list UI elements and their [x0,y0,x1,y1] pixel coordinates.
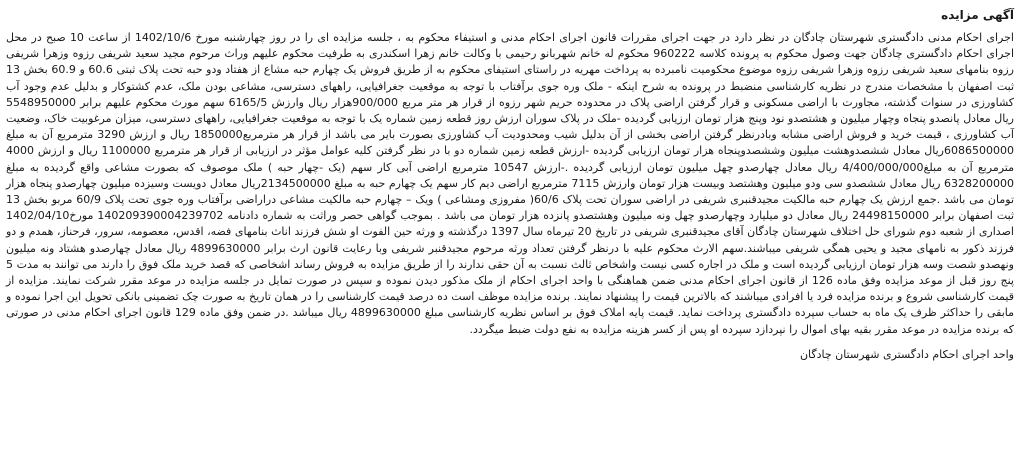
notice-title: آگهی مزایده [941,8,1014,22]
notice-body: اجرای احکام مدنی دادگستری شهرستان چادگان در نظر دارد در جهت اجرای مقررات قانون اجرای احکام مدنی و استیفاء محکوم به ، جلسه مزایده ای را در روز چهارشنبه مورخ 1402/10/6 از ساعت 10 صبح در محل اجرای احکام دادگستری چادگان جهت وصول محکوم به پرونده کلاسه 960222 محکوم له خانم شهربانو رحیمی با وکالت خانم زهرا اسکندری به طرفیت محکوم علیهم وراث مرحوم مجید سعید شریفی رزوه وزهرا شریفی رزوه بنامهای سعید شریفی رزوه وزهرا شریفی رزوه موضوع محکومیت نامبرده به پرداخت مهریه در راستای استیفای محکوم به از طریق فروش یک چهارم حبه مشاع از هفتاد ودو حبه تحت پلاک ثبتی 60.6 و 60.9 بخش 13 ثبت اصفهان با مشخصات مندرج در نظریه کارشناسی منضبط در پرونده به شرح اینکه - ملک وره جوی برآفتاب با توجه به موقعیت جغرافیایی، راههای دسترسی، مشاعی بودن ملک، عدم کشتوکار و بدلیل عدم وجود آب کشاورزی در سنوات گذشته، مجاورت با اراضی مسکونی و قرار گرفتن اراضی پلاک در محدوده حریم شهر رزوه از قرار هر متر مربع 900/000هزار ریال وارزش 6165/5 سهم مورث محکوم علیهم برابر 5548950000 ریال معادل پانصدو پنجاه وچهار میلیون و هشتصدو نود وپنج هزار تومان ارزیابی گردیده -ملک در پلاک سوران ارزش روز قطعه زمین شماره یک با توجه به موقعیت جغرافیایی، راههای دسترسی، میزان مرغوبیت خاک، وضعیت آب کشاورزی ، قیمت خرید و فروش اراضی مشابه وبادرنظر گرفتن اراضی بخشی از آن بدلیل شیب ومحدودیت آب کشاورزی بصورت بایر می باشد از قرار هر مترمربع1850000 ریال و ارزش 3290 مترمربع آن به مبلغ 6086500000ریال معادل ششصدوهشت میلیون وششصدوپنجاه هزار تومان ارزیابی گردیده -ارزش قطعه زمین شماره دو با در نظر گرفتن کلیه عوامل مؤثر در ارزیابی از قرار هر مترمربع 1100000 ریال و ارزش 4000 مترمربع آن به مبلغ4/400/000/000 ریال معادل چهارصدو چهل میلیون تومان ارزیابی گردیده .-ارزش 10547 مترمربع اراضی آبی کار سهم (یک -چهار حبه ) ملک موصوف که بصورت مشاعی واقع گردیده به مبلغ 6328200000 ریال معادل ششصدو سی ودو میلیون وهشتصد وبیست هزار تومان وارزش 7115 مترمربع اراضی دیم کار سهم یک چهارم حبه به مبلغ 2134500000ریال معادل دویست وسیزده میلیون چهارصدو پنجاه هزار تومان می باشد .جمع ارزش یک چهارم حبه مالکیت مجیدقنبری شریفی در اراضی سوران تحت پلاک 60/6( مفروزی ومشاعی ) ویک – چهارم حبه مالکیت مشاعی دراراضی برآفتاب وره جوی تحت پلاک 60/9 مربو بخش 13 ثبت اصفهان برابر 24498150000 ریال معادل دو میلیارد وچهارصدو چهل ونه میلیون وهشتصدو پانزده هزار تومان می باشد . بموجب گواهی حصر وراثت به شماره دادنامه 140209390004239702 مورخ1402/04/10 اصداری از شعبه دوم شورای حل اختلاف شهرستان چادگان آقای مجیدقنبری شریفی در تاریخ 20 تیرماه سال 1397 درگذشته و ورثه حین الفوت او شش فرزند اناث بنامهای فضه، اقدس، معصومه، سرور، فرحناز، همدم و دو فرزند ذکور به نامهای مجید و یحیی همگی شریفی میباشند.سهم الارث محکوم علیه با درنظر گرفتن تعداد ورثه مرحوم مجیدقنبر شریفی وبا رعایت قانون ارث برابر 4899630000 ریال معادل چهارصدو هشتاد ونه میلیون ونهصدو شصت وسه هزار تومان ارزیابی گردیده است و ملک در اجاره کسی نیست واشخاص ثالث نسبت به آن حقی ندارند را از طریق مزایده به فروش رساند اشخاصی که قصد خرید ملک فوق را دارند می توانند به مدت 5 پنج روز قبل از موعد مزایده وفق ماده 126 از قانون اجرای احکام مدنی ضمن هماهنگی با واحد اجرای احکام از ملک مذکور دیدن نموده و سپس در صورت تمایل در جلسه مزایده در موعد مقرر شرکت نمایند. مزایده از قیمت کارشناسی شروع و برنده مزایده فرد یا افرادی میباشند که بالاترین قیمت را پیشنهاد نمایند. برنده مزایده موظف است ده درصد قیمت کارشناسی را در همان تاریخ به صورت چک تضمینی بانکی تحویل این اجرا نموده و مابقی را حداکثر ظرف یک ماه به حساب سپرده دادگستری پرداخت نماید. قیمت پایه املاک فوق بر اساس نظریه کارشناسی مبلغ 4899630000 ریال میباشد .در ضمن وفق ماده 129 قانون اجرای احکام مدنی در صورتی که برنده مزایده در موعد مقرر بقیه بهای اموال را نپردازد سپرده او پس از کسر هزینه مزایده به نفع دولت ضبط میگردد. [6,31,1015,336]
auction-notice [6,4,1018,364]
notice-signature: واحد اجرای احکام دادگستری شهرستان چادگان [799,347,1014,361]
